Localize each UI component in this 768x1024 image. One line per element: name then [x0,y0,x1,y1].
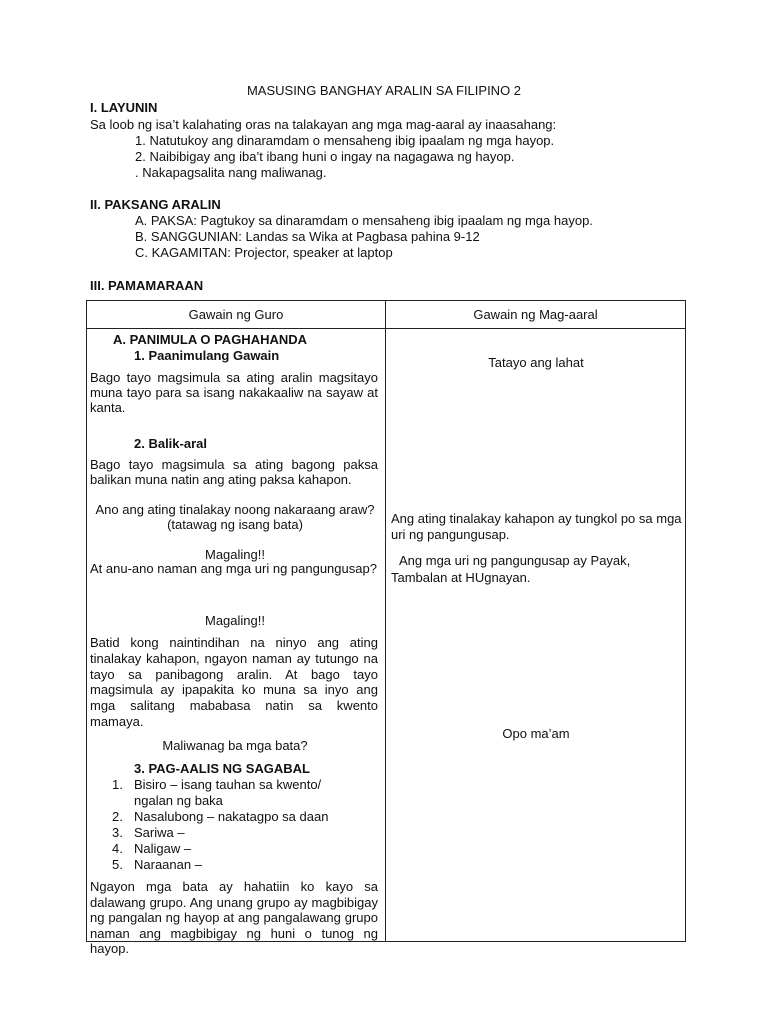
maliwanag-question: Maliwanag ba mga bata? [162,738,308,753]
column-header-mag-aaral: Gawain ng Mag-aaral [386,301,686,329]
paksang-aralin-item: C. KAGAMITAN: Projector, speaker at laptop [135,245,393,260]
student-response: Tatayo ang lahat [488,355,584,370]
question1-note: (tatawag ng isang bata) [167,517,303,532]
vocab-item: Bisiro – isang tauhan sa kwento/ [134,777,322,792]
question1: Ano ang ating tinalakay noong nakaraang araw? [95,502,375,517]
pamamaraan-heading: III. PAMAMARAAN [90,278,204,293]
section-a-heading: A. PANIMULA O PAGHAHANDA [113,332,308,347]
vocab-number: 3. [112,825,123,840]
step1-heading: 1. Paanimulang Gawain [134,348,280,363]
paksang-aralin-heading: II. PAKSANG ARALIN [90,197,221,212]
step3-heading: 3. PAG-AALIS NG SAGABAL [134,761,310,776]
student-response: Ang ating tinalakay kahapon ay tungkol po sa mga uri ng pangungusap. [391,511,682,542]
step2-text: Bago tayo magsimula sa ating bagong paksa balikan muna natin ang ating paksa kahapon. [90,457,378,487]
student-response: Opo ma’am [502,726,570,741]
student-response: Ang mga uri ng pangungusap ay Payak, Tambalan at HUgnayan. [391,553,631,585]
layunin-item: . Nakapagsalita nang maliwanag. [135,165,327,180]
vocab-item: Naraanan – [134,857,202,872]
vocab-item-cont: ngalan ng baka [134,793,223,808]
magaling-text: Magaling!! [205,547,265,562]
vocab-item: Naligaw – [134,841,192,856]
vocab-item: Nasalubong – nakatagpo sa daan [134,809,329,824]
grouping-instructions: Ngayon mga bata ay hahatiin ko kayo sa dalawang grupo. Ang unang grupo ay magbibigay ng pangalan ng hayop at ang pangalawang grupo naman ang magbibigay ng huni o tunog ng hayop. [90,879,378,956]
mag-aaral-column [386,329,686,942]
paksang-aralin-item: A. PAKSA: Pagtukoy sa dinaramdam o mensaheng ibig ipaalam ng mga hayop. [135,213,593,228]
magaling-text: Magaling!! [205,613,265,628]
layunin-item: 2. Naibibigay ang iba’t ibang huni o ingay na nagagawa ng hayop. [135,149,515,164]
vocab-number: 4. [112,841,123,856]
vocab-item: Sariwa – [134,825,185,840]
vocab-number: 1. [112,777,123,792]
page-title: MASUSING BANGHAY ARALIN SA FILIPINO 2 [246,83,522,98]
pamamaraan-table [86,300,686,956]
guro-column [87,329,386,956]
step1-text: Bago tayo magsimula sa ating aralin magsitayo muna tayo para sa isang nakakaaliw na sayaw at kanta. [90,370,378,415]
layunin-heading: I. LAYUNIN [90,100,158,115]
layunin-intro: Sa loob ng isa’t kalahating oras na talakayan ang mga mag-aaral ay inaasahang: [90,117,557,132]
lesson-paragraph: Batid kong naintindihan na ninyo ang ating tinalakay kahapon, ngayon naman ay tutungo na tayo sa panibagong aralin. At bago tayo magsimula ay ipapakita ko muna sa inyo ang mga salitang mababasa natin sa kwento mamaya. [90,635,378,729]
paksang-aralin-item: B. SANGGUNIAN: Landas sa Wika at Pagbasa pahina 9-12 [135,229,480,244]
question2: At anu-ano naman ang mga uri ng pangungusap? [90,561,377,576]
vocab-number: 5. [112,857,123,872]
vocab-number: 2. [112,809,123,824]
step2-heading: 2. Balik-aral [134,436,207,451]
layunin-item: 1. Natutukoy ang dinaramdam o mensaheng ibig ipaalam ng mga hayop. [135,133,555,148]
column-header-guro: Gawain ng Guro [87,301,386,329]
